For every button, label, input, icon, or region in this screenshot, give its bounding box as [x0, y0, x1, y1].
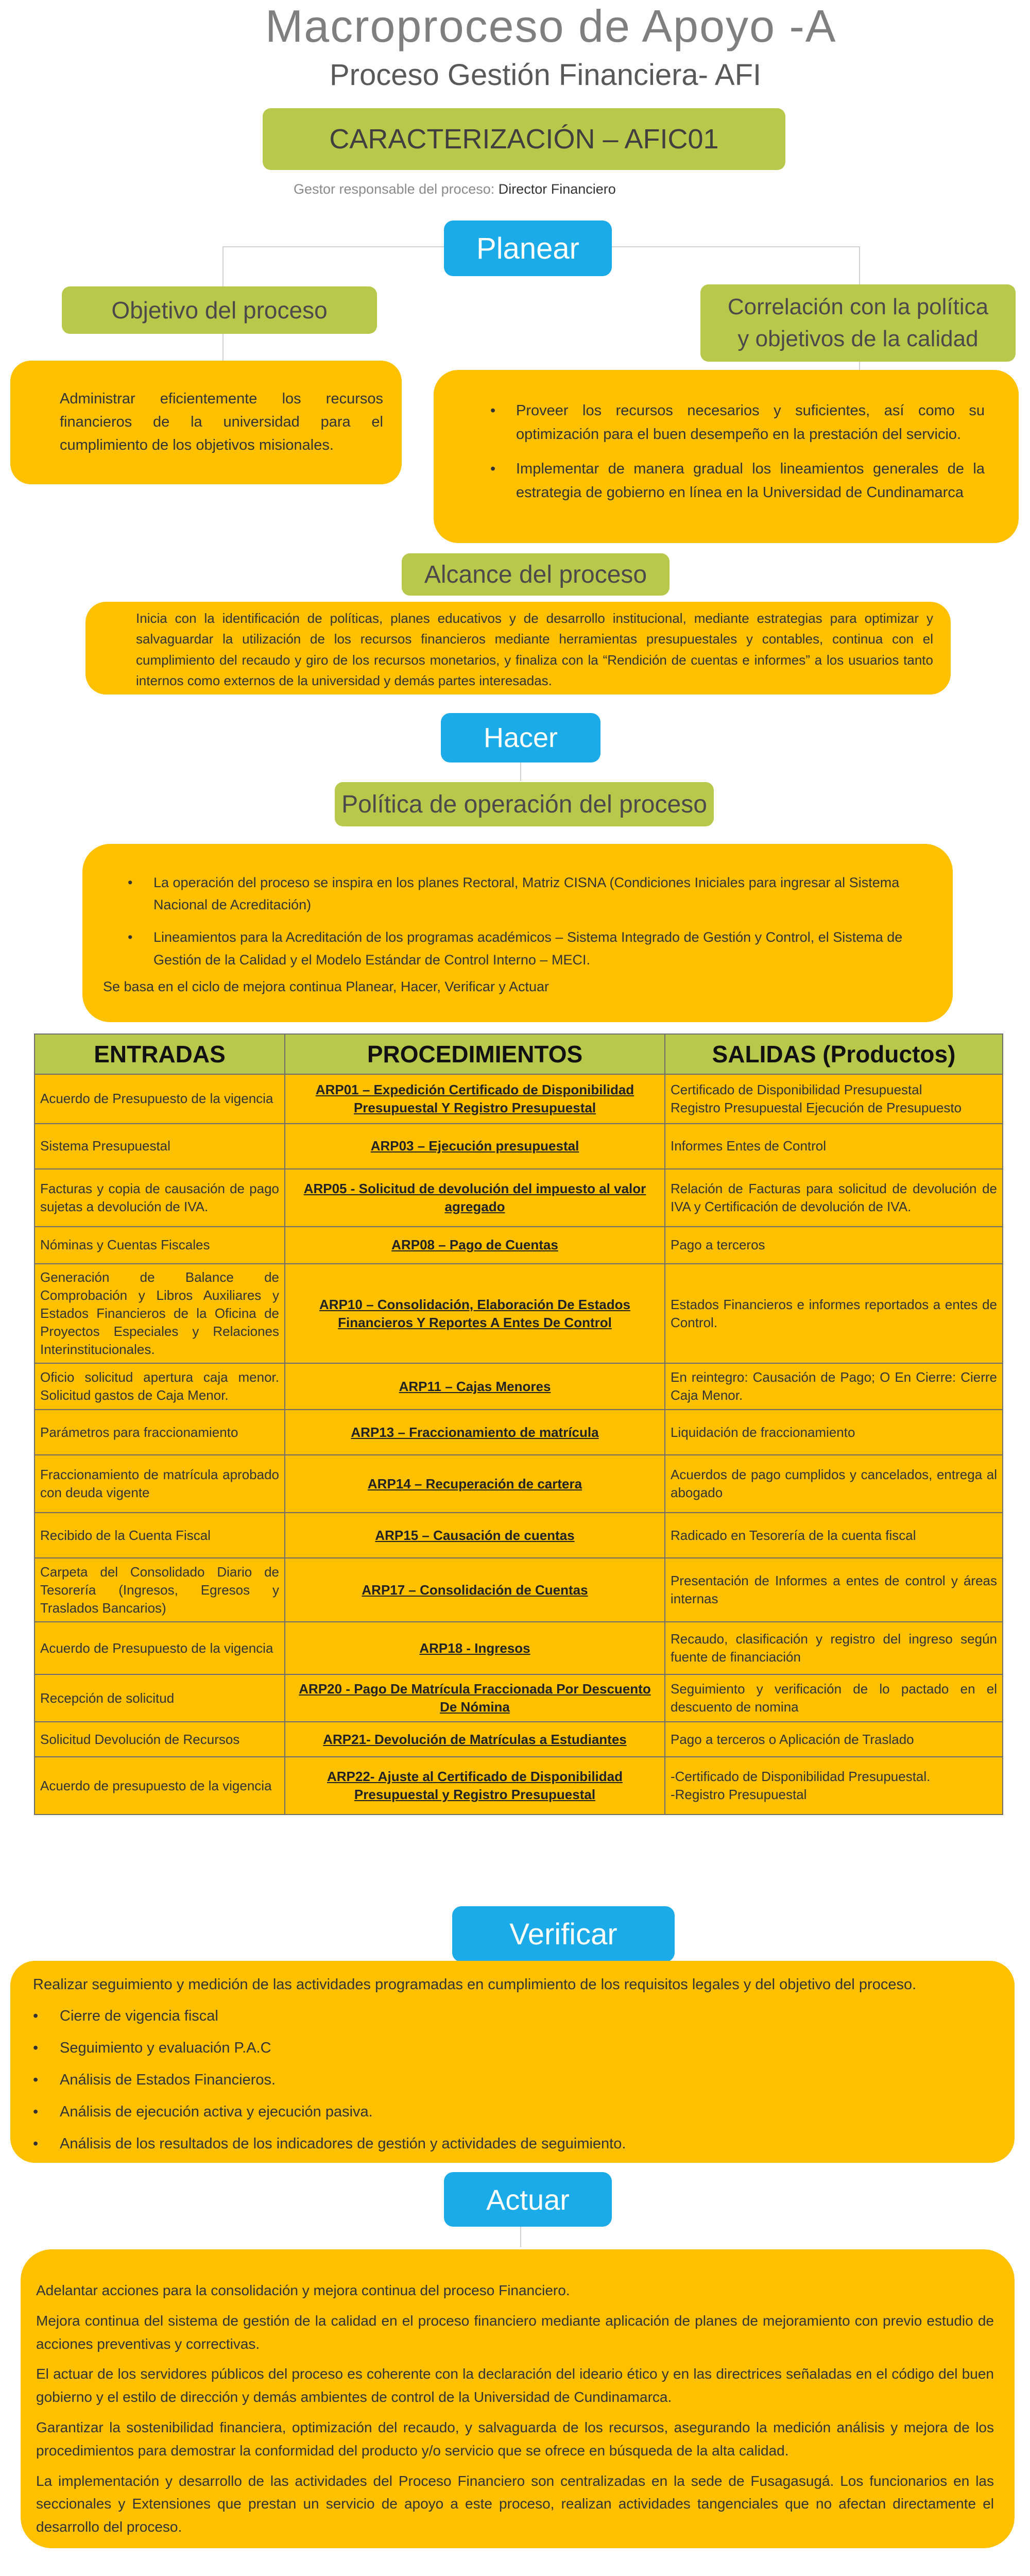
column-header-outputs: SALIDAS (Productos): [665, 1034, 1003, 1074]
procedure-link[interactable]: ARP21- Devolución de Matrículas a Estudiantes: [285, 1722, 665, 1757]
verificar-item: • Cierre de vigencia fiscal: [33, 2005, 960, 2027]
output-cell: Presentación de Informes a entes de control y áreas internas: [665, 1558, 1003, 1622]
hacer-badge: [441, 713, 600, 762]
scope-box: [85, 602, 951, 694]
input-cell: Nóminas y Cuentas Fiscales: [35, 1227, 285, 1264]
table-row: [35, 1674, 1003, 1722]
table-header-row: [35, 1034, 1003, 1074]
input-cell: Carpeta del Consolidado Diario de Tesorería (Ingresos, Egresos y Traslados Bancarios): [35, 1558, 285, 1622]
characterization-label: CARACTERIZACIÓN – AFIC01: [329, 124, 719, 155]
procedure-link[interactable]: ARP03 – Ejecución presupuestal: [285, 1124, 665, 1169]
procedure-link[interactable]: ARP08 – Pago de Cuentas: [285, 1227, 665, 1264]
output-cell: Estados Financieros e informes reportados a entes de Control.: [665, 1264, 1003, 1363]
characterization-banner: [263, 108, 785, 170]
table-row: [35, 1124, 1003, 1169]
process-manager: [294, 181, 616, 197]
page-title: Macroproceso de Apoyo -A: [265, 1, 837, 52]
input-cell: Generación de Balance de Comprobación y Libros Auxiliares y Estados Financieros de la Oficina de Proyectos Especiales y Relaciones Interinstitucionales.: [35, 1264, 285, 1363]
output-cell: Informes Entes de Control: [665, 1124, 1003, 1169]
scope-title: Alcance del proceso: [424, 561, 647, 588]
connector-line: [859, 361, 860, 371]
policy-note: Se basa en el ciclo de mejora continua Planear, Hacer, Verificar y Actuar: [103, 979, 549, 994]
verificar-badge: [452, 1906, 675, 1962]
column-header-procedures: PROCEDIMIENTOS: [285, 1034, 665, 1074]
procedure-link[interactable]: ARP17 – Consolidación de Cuentas: [285, 1558, 665, 1622]
output-cell: Radicado en Tesorería de la cuenta fiscal: [665, 1513, 1003, 1558]
procedure-link[interactable]: ARP14 – Recuperación de cartera: [285, 1455, 665, 1513]
connector-line: [520, 2227, 521, 2247]
connector-line: [859, 246, 860, 287]
output-cell: Liquidación de fraccionamiento: [665, 1410, 1003, 1455]
procedure-link[interactable]: ARP22- Ajuste al Certificado de Disponibilidad Presupuestal y Registro Presupuestal: [285, 1757, 665, 1815]
correlation-item: • Proveer los recursos necesarios y suficientes, así como su optimización para el buen desempeño en la prestación del servicio.: [490, 399, 985, 447]
procedure-link[interactable]: ARP20 - Pago De Matrícula Fraccionada Por Descuento De Nómina: [285, 1674, 665, 1722]
table-row: [35, 1722, 1003, 1757]
verificar-intro: Realizar seguimiento y medición de las actividades programadas en cumplimiento de los requisitos legales y del objetivo del proceso.: [33, 1976, 917, 1993]
procedure-link[interactable]: ARP01 – Expedición Certificado de Disponibilidad Presupuestal Y Registro Presupuestal: [285, 1074, 665, 1124]
output-cell: Certificado de Disponibilidad Presupuestal Registro Presupuestal Ejecución de Presupuesto: [665, 1074, 1003, 1124]
table-row: [35, 1622, 1003, 1674]
connector-line: [520, 762, 521, 781]
table-row: [35, 1227, 1003, 1264]
input-cell: Recepción de solicitud: [35, 1674, 285, 1722]
actuar-paragraph: Adelantar acciones para la consolidación y mejora continua del proceso Financiero.: [36, 2282, 570, 2298]
planear-label: Planear: [476, 231, 579, 265]
input-cell: Acuerdo de presupuesto de la vigencia: [35, 1757, 285, 1815]
connector-line: [222, 246, 445, 247]
output-cell: Acuerdos de pago cumplidos y cancelados, entrega al abogado: [665, 1455, 1003, 1513]
input-cell: Acuerdo de Presupuesto de la vigencia: [35, 1074, 285, 1124]
input-cell: Acuerdo de Presupuesto de la vigencia: [35, 1622, 285, 1674]
connector-line: [611, 246, 860, 247]
output-cell: Relación de Facturas para solicitud de devolución de IVA y Certificación de devolución de IVA.: [665, 1169, 1003, 1227]
connector-line: [222, 330, 224, 361]
table-row: [35, 1455, 1003, 1513]
procedure-link[interactable]: ARP11 – Cajas Menores: [285, 1363, 665, 1410]
policy-item: • La operación del proceso se inspira en los planes Rectoral, Matriz CISNA (Condiciones Iniciales para ingresar al Sistema Nacional de Acreditación): [128, 872, 911, 916]
procedure-link[interactable]: ARP05 - Solicitud de devolución del impuesto al valor agregado: [285, 1169, 665, 1227]
objective-text: Administrar eficientemente los recursos financieros de la universidad para el cumplimiento de los objetivos misionales.: [60, 391, 383, 453]
correlation-title-line-2: y objetivos de la calidad: [737, 326, 978, 351]
verificar-item: • Análisis de los resultados de los indicadores de gestión y actividades de seguimiento.: [33, 2133, 960, 2155]
table-row: [35, 1169, 1003, 1227]
column-header-inputs: ENTRADAS: [35, 1034, 285, 1074]
policy-item: • Lineamientos para la Acreditación de los programas académicos – Sistema Integrado de Gestión y Control, el Sistema de Gestión de la Calidad y el Modelo Estándar de Control Interno – MECI.: [128, 926, 911, 971]
output-cell: En reintegro: Causación de Pago; O En Cierre: Cierre Caja Menor.: [665, 1363, 1003, 1410]
verificar-item: • Análisis de Estados Financieros.: [33, 2069, 960, 2091]
table-row: [35, 1513, 1003, 1558]
page-subtitle: Proceso Gestión Financiera- AFI: [330, 58, 762, 92]
objective-text-box: [10, 361, 402, 484]
output-cell: -Certificado de Disponibilidad Presupuestal. -Registro Presupuestal: [665, 1757, 1003, 1815]
procedure-link[interactable]: ARP10 – Consolidación, Elaboración De Estados Financieros Y Reportes A Entes De Control: [285, 1264, 665, 1363]
process-table: [34, 1033, 1003, 1815]
procedure-link[interactable]: ARP18 - Ingresos: [285, 1622, 665, 1674]
actuar-paragraph: Garantizar la sostenibilidad financiera, optimización del recaudo, y salvaguarda de los recursos, asegurando la medición análisis y mejora de los procedimientos para demostrar la conformidad del producto y/o servicio que se ofrece en búsqueda de la alta calidad.: [36, 2419, 994, 2459]
correlation-item: • Implementar de manera gradual los lineamientos generales de la estrategia de gobierno en línea en la Universidad de Cundinamarca: [490, 457, 985, 505]
connector-line: [222, 246, 224, 287]
output-cell: Recaudo, clasificación y registro del ingreso según fuente de financiación: [665, 1622, 1003, 1674]
actuar-paragraph: La implementación y desarrollo de las actividades del Proceso Financiero son centralizadas en la sede de Fusagasugá. Los funcionarios en las seccionales y Extensiones que prestan un servicio de apoyo a este proceso, realizan actividades tangenciales que no afectan directamente el desarrollo del proceso.: [36, 2472, 994, 2535]
input-cell: Sistema Presupuestal: [35, 1124, 285, 1169]
actuar-paragraph: Mejora continua del sistema de gestión de la calidad en el proceso financiero mediante aplicación de planes de mejoramiento con previo estudio de acciones preventivas y correctivas.: [36, 2312, 994, 2352]
hacer-label: Hacer: [483, 722, 558, 753]
actuar-label: Actuar: [486, 2183, 570, 2216]
scope-text: Inicia con la identificación de políticas, planes educativos y de desarrollo institucional, mediante estrategias para optimizar y salvaguardar la utilización de los recursos financieros mediante herramientas presupuestales y contables, continua con el cumplimiento del recaudo y giro de los recursos monetarios, y finaliza con la “Rendición de cuentas e informes” a los usuarios tanto internos como externos de la universidad y demás partes interesadas.: [136, 611, 933, 688]
table-row: [35, 1074, 1003, 1124]
actuar-box: [21, 2249, 1015, 2548]
actuar-badge: [444, 2172, 612, 2227]
input-cell: Parámetros para fraccionamiento: [35, 1410, 285, 1455]
correlation-box: [434, 370, 1019, 543]
procedure-link[interactable]: ARP13 – Fraccionamiento de matrícula: [285, 1410, 665, 1455]
input-cell: Facturas y copia de causación de pago sujetas a devolución de IVA.: [35, 1169, 285, 1227]
table-body: [35, 1074, 1003, 1815]
output-cell: Pago a terceros: [665, 1227, 1003, 1264]
input-cell: Fraccionamiento de matrícula aprobado con deuda vigente: [35, 1455, 285, 1513]
policy-title-box: [335, 782, 714, 826]
verificar-box: [10, 1961, 1015, 2163]
verificar-label: Verificar: [509, 1917, 617, 1951]
planear-badge: [444, 221, 612, 276]
table-row: [35, 1757, 1003, 1815]
table-row: [35, 1264, 1003, 1363]
table-row: [35, 1410, 1003, 1455]
table-row: [35, 1363, 1003, 1410]
verificar-item: • Análisis de ejecución activa y ejecución pasiva.: [33, 2101, 960, 2123]
output-cell: Seguimiento y verificación de lo pactado en el descuento de nomina: [665, 1674, 1003, 1722]
input-cell: Solicitud Devolución de Recursos: [35, 1722, 285, 1757]
correlation-title-box: [700, 284, 1016, 362]
input-cell: Oficio solicitud apertura caja menor. Solicitud gastos de Caja Menor.: [35, 1363, 285, 1410]
scope-title-box: [402, 553, 670, 596]
procedure-link[interactable]: ARP15 – Causación de cuentas: [285, 1513, 665, 1558]
output-cell: Pago a terceros o Aplicación de Traslado: [665, 1722, 1003, 1757]
correlation-title-line-1: Correlación con la política: [727, 294, 989, 320]
policy-box: [82, 844, 953, 1022]
input-cell: Recibido de la Cuenta Fiscal: [35, 1513, 285, 1558]
policy-title: Política de operación del proceso: [341, 790, 707, 818]
objective-title: Objetivo del proceso: [111, 297, 328, 324]
objective-title-box: [62, 286, 377, 334]
verificar-item: • Seguimiento y evaluación P.A.C: [33, 2037, 960, 2059]
table-row: [35, 1558, 1003, 1622]
manager-value: Director Financiero: [498, 181, 616, 197]
actuar-paragraph: El actuar de los servidores públicos del proceso es coherente con la declaración del ideario ético y en las directrices señaladas en el código del buen gobierno y el estilo de dirección y demás ambientes de control de la Universidad de Cundinamarca.: [36, 2366, 994, 2405]
manager-label: Gestor responsable del proceso:: [294, 181, 499, 197]
